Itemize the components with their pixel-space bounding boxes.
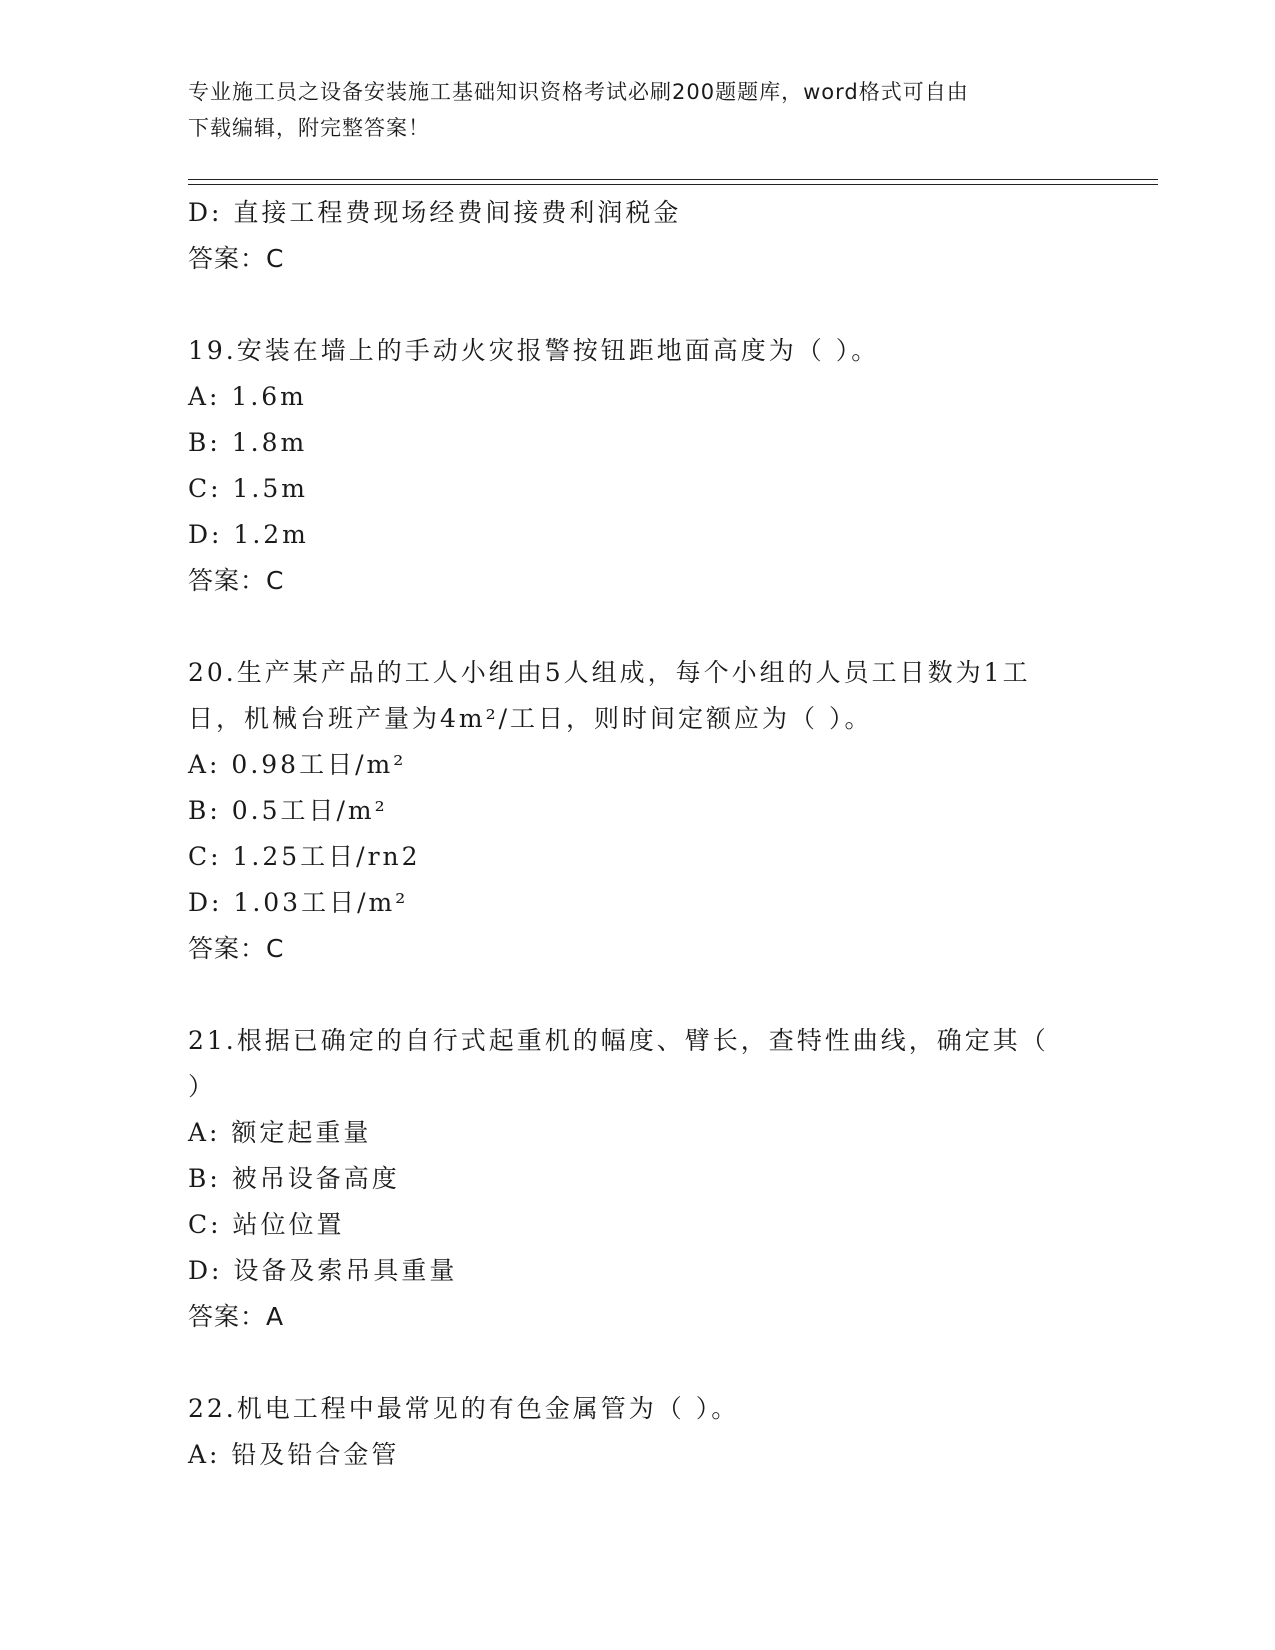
option-c: C: 站位位置: [188, 1210, 345, 1239]
option-d: D: 直接工程费现场经费间接费利润税金: [188, 198, 682, 227]
option-a: A: 0.98工日/m²: [188, 750, 407, 779]
answer-line: 答案：C: [188, 244, 285, 273]
option-a: A: 1.6m: [188, 382, 307, 411]
option-a: A: 铅及铅合金管: [188, 1440, 400, 1469]
option-d: D: 1.03工日/m²: [188, 888, 409, 917]
header-rule-bottom: [188, 184, 1158, 185]
answer-line: 答案：A: [188, 1302, 285, 1331]
option-c: C: 1.5m: [188, 474, 308, 503]
question-stem-line-2: 日，机械台班产量为4m²/工日，则时间定额应为（ ）。: [188, 704, 873, 733]
option-d: D: 1.2m: [188, 520, 309, 549]
answer-line: 答案：C: [188, 934, 285, 963]
option-b: B: 被吊设备高度: [188, 1164, 400, 1193]
question-stem-line-2: ）: [188, 1072, 217, 1101]
question-22: [188, 1386, 1088, 1478]
header-rule-top: [188, 179, 1158, 180]
question-20: [188, 650, 1088, 972]
option-c: C: 1.25工日/rn2: [188, 842, 421, 871]
header-line-1: 专业施工员之设备安装施工基础知识资格考试必刷200题题库，word格式可自由: [188, 80, 969, 104]
option-a: A: 额定起重量: [188, 1118, 372, 1147]
question-stem-line-1: 20.生产某产品的工人小组由5人组成，每个小组的人员工日数为1工: [188, 658, 1031, 687]
option-d: D: 设备及索吊具重量: [188, 1256, 458, 1285]
answer-line: 答案：C: [188, 566, 285, 595]
question-18-tail: [188, 190, 1088, 282]
document-header: [188, 74, 1068, 146]
question-19: [188, 328, 1088, 604]
header-line-2: 下载编辑，附完整答案！: [188, 116, 430, 140]
question-stem: 19.安装在墙上的手动火灾报警按钮距地面高度为（ ）。: [188, 336, 880, 365]
question-21: [188, 1018, 1088, 1340]
question-stem-line-1: 21.根据已确定的自行式起重机的幅度、臂长，查特性曲线，确定其（: [188, 1026, 1049, 1055]
option-b: B: 1.8m: [188, 428, 308, 457]
question-list: [188, 190, 1088, 1478]
question-stem: 22.机电工程中最常见的有色金属管为（ ）。: [188, 1394, 740, 1423]
option-b: B: 0.5工日/m²: [188, 796, 388, 825]
